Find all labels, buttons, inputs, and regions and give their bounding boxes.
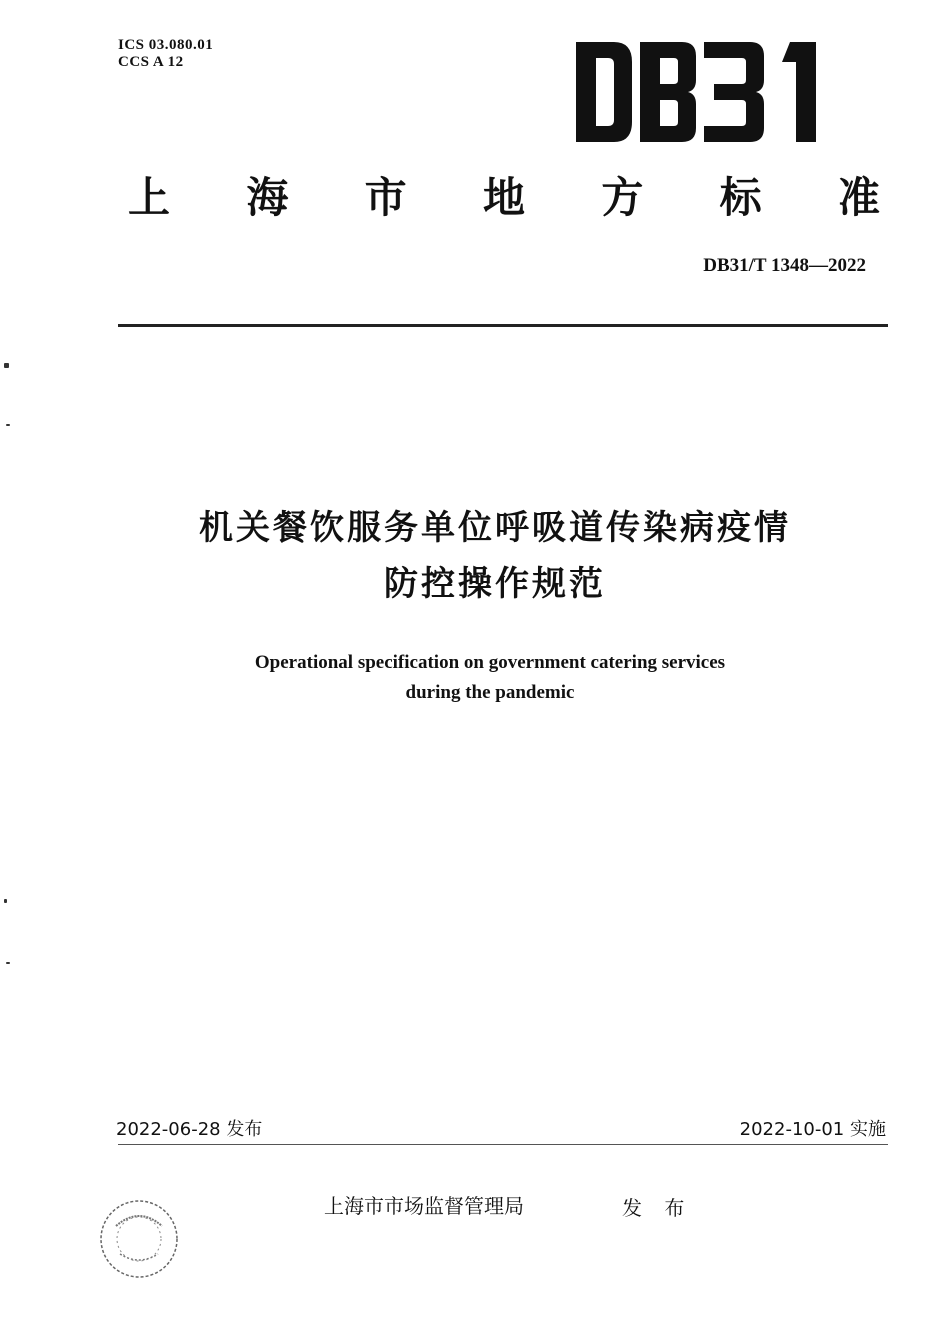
- implementation-date: 2022-10-01 实施: [739, 1119, 886, 1140]
- heading-char: 市: [364, 173, 407, 222]
- english-title-line: Operational specification on government catering services: [254, 652, 726, 673]
- scan-mark: [6, 962, 10, 964]
- scan-mark: [4, 363, 9, 368]
- scan-mark: [4, 899, 7, 903]
- heading-char: 地: [482, 173, 525, 222]
- ccs-code: CCS A 12: [118, 54, 184, 70]
- footer-divider: [118, 1144, 888, 1145]
- english-title: [0, 648, 950, 708]
- heading-char: 方: [601, 173, 644, 222]
- header-divider: [118, 324, 888, 327]
- chinese-title-line: 防控操作规范: [384, 564, 606, 604]
- chinese-title: [0, 500, 950, 612]
- heading-char: 准: [837, 173, 880, 222]
- ics-code: ICS 03.080.01: [118, 37, 214, 53]
- heading-char: 上: [128, 173, 171, 222]
- db31-logo: [574, 40, 836, 144]
- release-date: 2022-06-28 发布: [116, 1119, 263, 1140]
- issue-label: 发 布: [622, 1196, 693, 1220]
- heading-char: 标: [719, 173, 762, 222]
- standard-type-heading: [128, 168, 880, 228]
- watermark-stamp: [96, 1196, 182, 1282]
- classification-codes: [118, 37, 213, 71]
- standard-number: DB31/T 1348—2022: [703, 255, 866, 276]
- chinese-title-line: 机关餐饮服务单位呼吸道传染病疫情: [199, 508, 791, 548]
- heading-char: 海: [246, 173, 289, 222]
- issuing-authority: 上海市市场监督管理局: [324, 1194, 524, 1218]
- english-title-line: during the pandemic: [405, 682, 575, 703]
- scan-mark: [6, 424, 10, 426]
